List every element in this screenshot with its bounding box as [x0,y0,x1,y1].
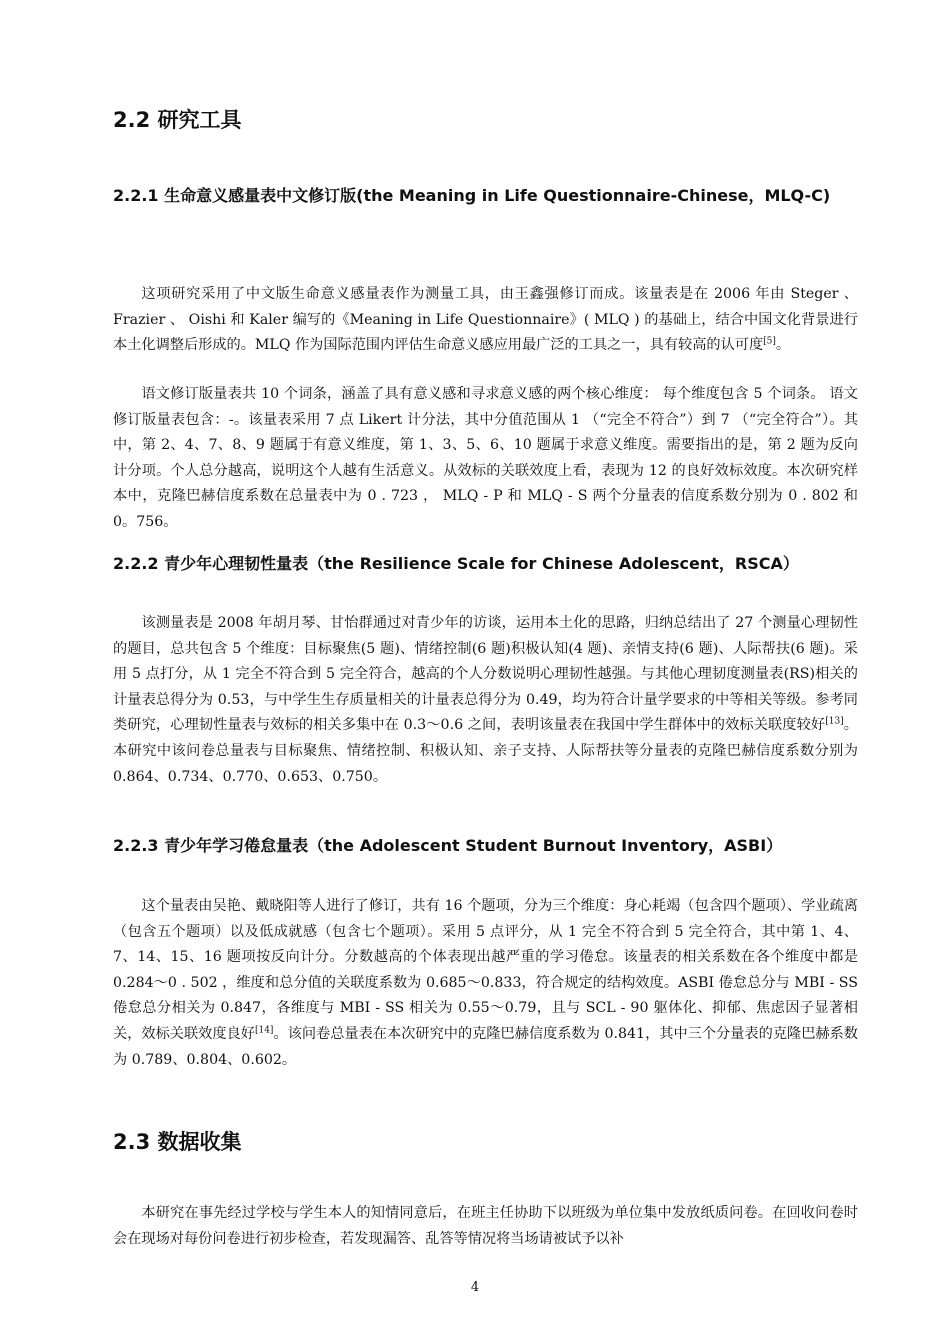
paragraph-2-2-1-a [113,282,858,359]
citation-ref: [14] [254,1025,274,1036]
subsection-heading-2-2-3: 2.2.3 青少年学习倦怠量表（the Adolescent Student Burnout Inventory，ASBI） [113,836,783,855]
paragraph-2-2-3 [113,894,858,1073]
paragraph-2-2-1-b: 语文修订版量表共 10 个词条，涵盖了具有意义感和寻求意义感的两个核心维度： 每个维度包含 5 个词条。 语文修订版量表包含：-。该量表采用 7 点 Likert 计分法，其中分值范围从 1 （“完全不符合”）到 7 （“完全符合”）。其中，第 2、4、7、8、9 题属于有意义维度，第 1、3、5、6、10 题属于求意义维度。需要指出的是，第 2 题为反向计分项。个人总分越高，说明这个人越有生活意义。从效标的关联效度上看，表现为 12 的良好效标效度。本次研究样本中，克隆巴赫信度系数在总量表中为 0 . 723 ， MLQ - P 和 MLQ - S 两个分量表的信度系数分别为 0 . 802 和 0。756。 [113,386,858,530]
paragraph-text-end: 。该问卷总量表在本次研究中的克隆巴赫信度系数为 0.841，其中三个分量表的克隆巴赫系数为 0.789、0.804、0.602。 [113,1025,858,1068]
section-heading-2-3: 2.3 数据收集 [113,1130,242,1154]
paragraph-text: 该测量表是 2008 年胡月琴、甘怡群通过对青少年的访谈，运用本土化的思路，归纳总结出了 27 个测量心理韧性的题目，总共包含 5 个维度：目标聚焦(5 题)、情绪控制(6 题)积极认知(4 题)、亲情支持(6 题)、人际帮扶(6 题)。采用 5 点打分，从 1 完全不符合到 5 完全符合，越高的个人分数说明心理韧性越强。与其他心理韧度测量表(RS)相关的计量表总得分为 0.53，与中学生生存质量相关的计量表总得分为 0.49，均为符合计量学要求的中等相关等级。参考同类研究，心理韧性量表与效标的相关多集中在 0.3～0.6 之间，表明该量表在我国中学生群体中的效标关联度较好 [113,615,858,734]
section-heading-2-2: 2.2 研究工具 [113,108,242,132]
paragraph-text: 这个量表由吴艳、戴晓阳等人进行了修订，共有 16 个题项，分为三个维度：身心耗竭（包含四个题项）、学业疏离（包含五个题项）以及低成就感（包含七个题项）。采用 5 点评分，从 1 完全不符合到 5 完全符合，其中第 1、4、7、14、15、16 题项按反向计分。分数越高的个体表现出越严重的学习倦怠。该量表的相关系数在各个维度中都是 0.284～0 . 502 ，维度和总分值的关联度系数为 0.685～0.833，符合规定的结构效度。ASBI 倦怠总分与 MBI - SS 倦怠总分相关为 0.847，各维度与 MBI - SS 相关为 0.55～0.79，且与 SCL - 90 躯体化、抑郁、焦虑因子显著相关，效标关联效度良好 [113,898,858,1042]
page-number: 4 [470,1280,480,1295]
subsection-heading-2-2-2: 2.2.2 青少年心理韧性量表（the Resilience Scale for Chinese Adolescent，RSCA） [113,554,799,573]
paragraph-text-end: 。 [775,337,791,354]
citation-ref: [13] [825,716,844,727]
paragraph-2-3: 本研究在事先经过学校与学生本人的知情同意后，在班主任协助下以班级为单位集中发放纸质问卷。在回收问卷时会在现场对每份问卷进行初步检查，若发现漏答、乱答等情况将当场请被试予以补 [113,1205,858,1247]
citation-ref: [5] [763,336,776,347]
subsection-heading-2-2-1: 2.2.1 生命意义感量表中文修订版(the Meaning in Life Questionnaire-Chinese，MLQ-C) [113,186,831,205]
paragraph-text: 这项研究采用了中文版生命意义感量表作为测量工具，由王鑫强修订而成。该量表是在 2006 年由 Steger 、 Frazier 、 Oishi 和 Kaler 编写的《Meaning in Life Questionnaire》( MLQ ) 的基础上，结合中国文化背景进行本土化调整后形成的。MLQ 作为国际范围内评估生命意义感应用最广泛的工具之一，具有较高的认可度 [113,286,858,354]
paragraph-text-end: 。本研究中该问卷总量表与目标聚焦、情绪控制、积极认知、亲子支持、人际帮扶等分量表的克隆巴赫信度系数分别为 0.864、0.734、0.770、0.653、0.750。 [113,717,858,785]
paragraph-2-2-2 [113,611,858,790]
